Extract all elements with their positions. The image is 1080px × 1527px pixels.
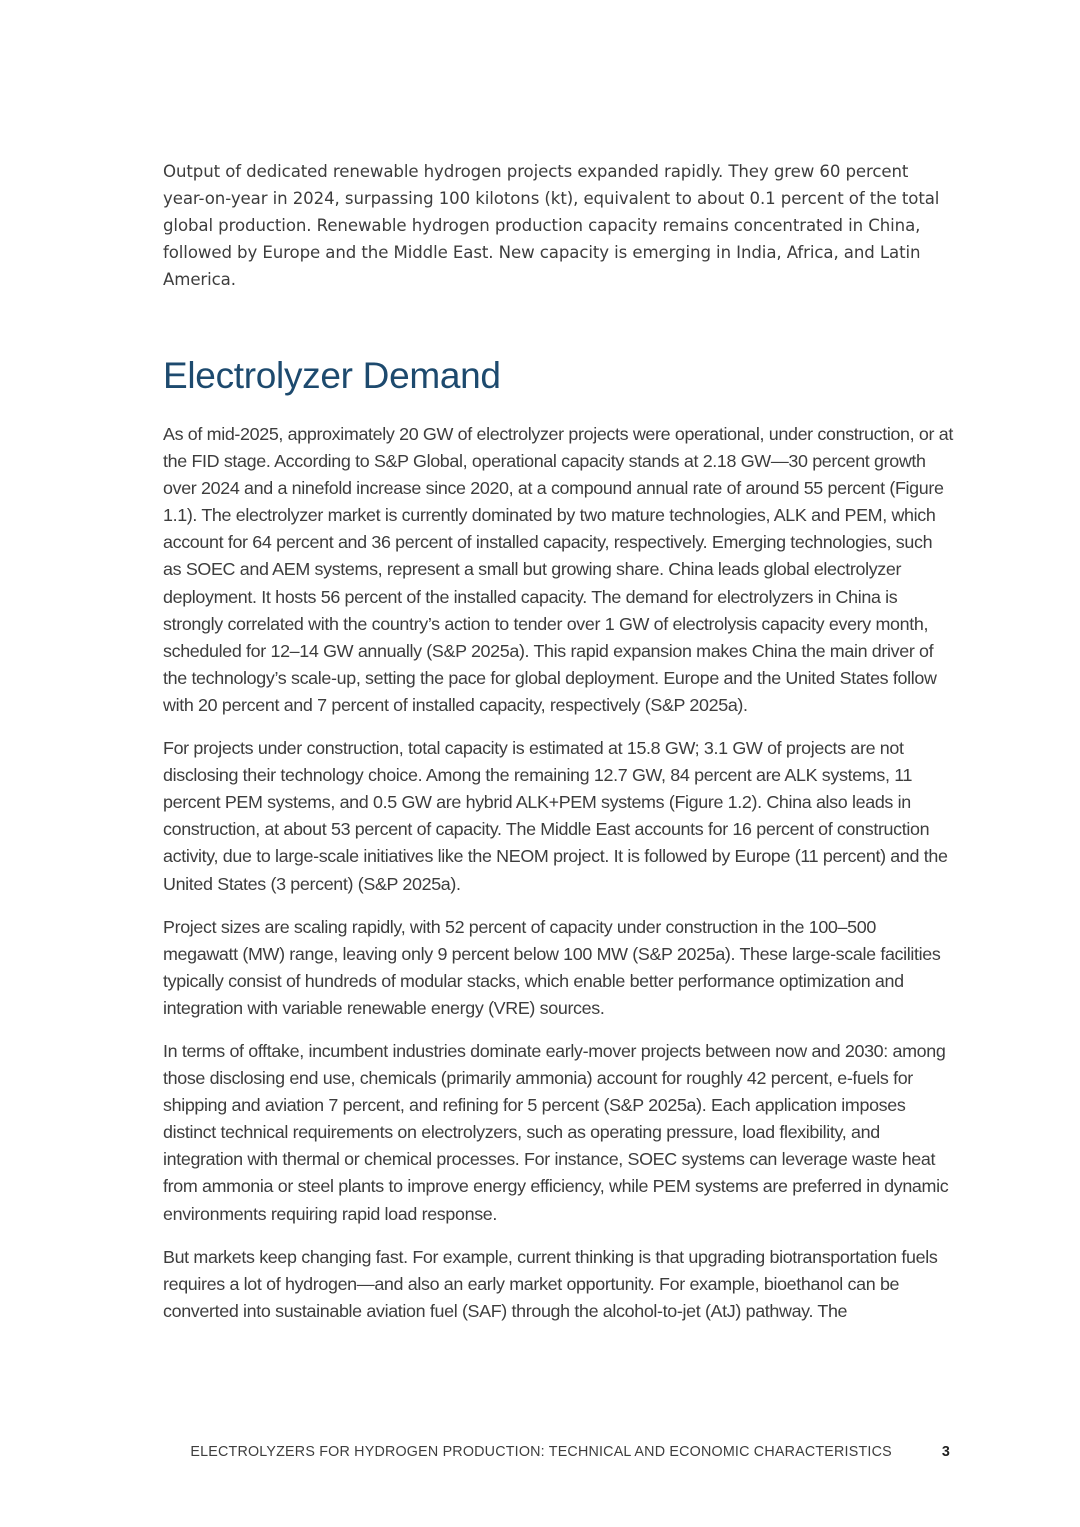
paragraph-markets-changing: But markets keep changing fast. For example, current thinking is that upgrading biotransportation fuels requires a lot of hydrogen—and also an early market opportunity. For example, bioethanol can be converted into sustainable aviation fuel (SAF) through the alcohol-to-jet (AtJ) pathway. The bbox=[163, 1246, 938, 1321]
paragraph-offtake: In terms of offtake, incumbent industries dominate early-mover projects between now and 2030: among those disclosing end use, chemicals (primarily ammonia) account for roughly 42 percent, e-fuels for shipping and aviation 7 percent, and refining for 5 percent (S&P 2025a). Each application imposes distinct technical requirements on electrolyzers, such as operating pressure, load flexibility, and integration with thermal or chemical processes. For instance, SOEC systems can leverage waste heat from ammonia or steel plants to improve energy efficiency, while PEM systems are preferred in dynamic environments requiring rapid load response. bbox=[163, 1040, 949, 1224]
paragraph-project-sizes: Project sizes are scaling rapidly, with 52 percent of capacity under construction in the 100–500 megawatt (MW) range, leaving only 9 percent below 100 MW (S&P 2025a). These large-scale facilities typically consist of hundreds of modular stacks, which enable better performance optimization and integration with variable renewable energy (VRE) sources. bbox=[163, 916, 941, 1018]
page-content bbox=[163, 158, 953, 1325]
page-footer bbox=[0, 1444, 950, 1460]
page-number: 3 bbox=[941, 1444, 950, 1460]
paragraph-operational-capacity: As of mid-2025, approximately 20 GW of electrolyzer projects were operational, under construction, or at the FID stage. According to S&P Global, operational capacity stands at 2.18 GW—30 percent growth over 2024 and a ninefold increase since 2020, at a compound annual rate of around 55 percent (Figure 1.1). The electrolyzer market is currently dominated by two mature technologies, ALK and PEM, which account for 64 percent and 36 percent of installed capacity, respectively. Emerging technologies, such as SOEC and AEM systems, represent a small but growing share. China leads global electrolyzer deployment. It hosts 56 percent of the installed capacity. The demand for electrolyzers in China is strongly correlated with the country’s action to tender over 1 GW of electrolysis capacity every month, scheduled for 12–14 GW annually (S&P 2025a). This rapid expansion makes China the main driver of the technology’s scale-up, setting the pace for global deployment. Europe and the United States follow with 20 percent and 7 percent of installed capacity, respectively (S&P 2025a). bbox=[163, 424, 953, 715]
section-heading: Electrolyzer Demand bbox=[163, 355, 501, 396]
paragraph-under-construction: For projects under construction, total capacity is estimated at 15.8 GW; 3.1 GW of projects are not disclosing their technology choice. Among the remaining 12.7 GW, 84 percent are ALK systems, 11 percent PEM systems, and 0.5 GW are hybrid ALK+PEM systems (Figure 1.2). China also leads in construction, at about 53 percent of capacity. The Middle East accounts for 16 percent of construction activity, due to large-scale initiatives like the NEOM project. It is followed by Europe (11 percent) and the United States (3 percent) (S&P 2025a). bbox=[163, 738, 948, 894]
intro-paragraph: Output of dedicated renewable hydrogen projects expanded rapidly. They grew 60 percent year-on-year in 2024, surpassing 100 kilotons (kt), equivalent to about 0.1 percent of the total global production. Renewable hydrogen production capacity remains concentrated in China, followed by Europe and the Middle East. New capacity is emerging in India, Africa, and Latin America. bbox=[163, 162, 940, 289]
footer-title: ELECTROLYZERS FOR HYDROGEN PRODUCTION: TECHNICAL AND ECONOMIC CHARACTERISTICS bbox=[190, 1444, 892, 1460]
